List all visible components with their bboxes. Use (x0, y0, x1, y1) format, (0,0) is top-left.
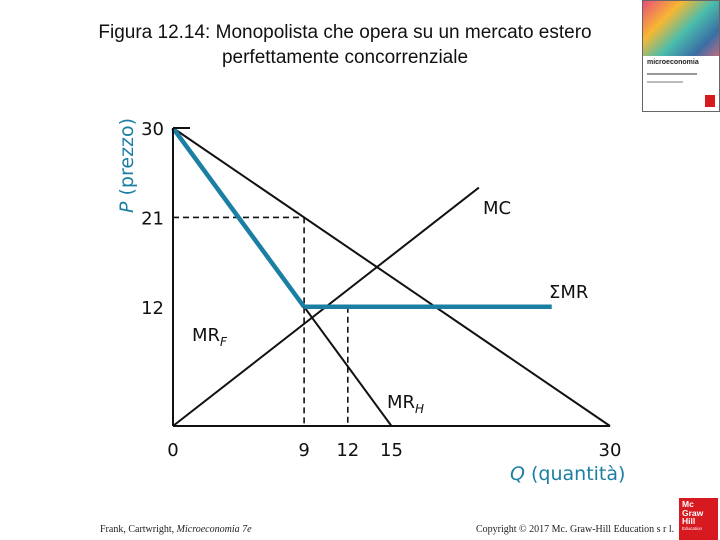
mr-f-label: $MR_F$ (192, 325, 227, 349)
x-tick-label-9: 9 (298, 440, 310, 461)
figure-title: Figura 12.14: Monopolista che opera su un mercato estero perfettamente concorrenziale (98, 22, 592, 68)
sigma-mr-label: ΣMR (549, 282, 589, 303)
mc-label: MC (483, 198, 512, 219)
footer-copyright: Copyright © 2017 Mc. Graw-Hill Education s r l. (476, 524, 675, 535)
y-tick-label-30: 30 (141, 119, 164, 140)
cover-title: microeconomia (647, 59, 699, 66)
x-tick-label-15: 15 (380, 440, 403, 461)
footer-citation: Frank, Cartwright, Microeconomia 7e (100, 524, 252, 535)
publisher-logo: Mc Graw Hill Education (679, 498, 718, 540)
x-axis-label: Q (quantità) (510, 463, 626, 485)
x-tick-label-0: 0 (167, 440, 179, 461)
demand-line (173, 128, 610, 426)
y-axis-label: P (prezzo) (116, 117, 138, 213)
y-tick-label-21: 21 (141, 208, 164, 230)
mr-h-label: $MR_H$ (387, 392, 425, 416)
x-tick-label-30: 30 (598, 440, 622, 461)
y-tick-label-12: 12 (141, 297, 164, 319)
x-tick-label-12: 12 (336, 440, 360, 461)
